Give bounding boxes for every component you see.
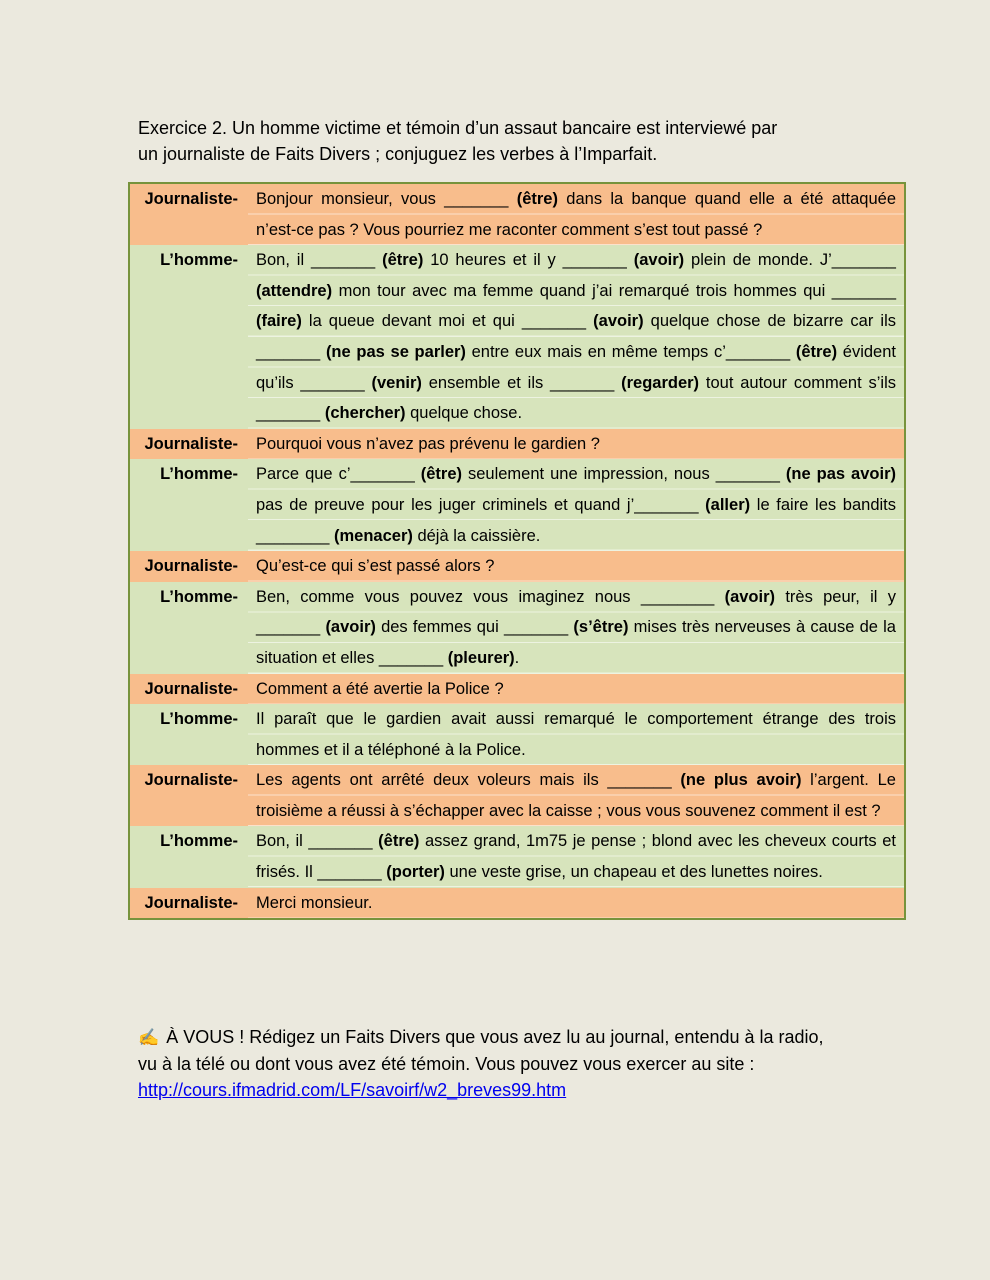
dialogue-text	[248, 551, 904, 582]
text-segment: l’argent. Le troisième a réussi à s’échapper avec la caisse ; vous vous souvenez comment il est ?	[256, 771, 896, 820]
dialogue-row-man	[130, 459, 904, 551]
verb-hint: (avoir)	[633, 251, 685, 270]
dialogue-row-journalist	[130, 888, 904, 919]
text-segment: entre eux mais en même temps c’_______	[465, 342, 796, 361]
text-segment: mon tour avec ma femme quand j’ai remarqué trois hommes qui _______	[332, 281, 896, 300]
text-segment: plein de monde. J’_______	[684, 251, 896, 270]
text-segment: assez grand, 1m75 je pense ; blond avec les cheveux courts et frisés. Il _______	[256, 832, 896, 882]
text-segment: la queue devant moi et qui _______	[301, 312, 594, 331]
dialogue-row-man	[130, 245, 904, 429]
verb-hint: (être)	[420, 465, 462, 484]
instructions-line-1: Exercice 2. Un homme victime et témoin d’un assaut bancaire est interviewé par	[138, 118, 778, 138]
text-segment: déjà la caissière.	[412, 526, 541, 545]
text-segment: Qu’est-ce qui s’est passé alors ?	[256, 557, 495, 576]
dialogue-row-man	[130, 826, 904, 887]
text-segment: Bon, il _______	[256, 251, 383, 270]
text-segment: .	[514, 648, 520, 667]
text-segment: très peur, il y _______	[256, 587, 896, 637]
instructions-line-2: un journaliste de Faits Divers ; conjuguez les verbes à l’Imparfait.	[138, 144, 658, 164]
dialogue-row-journalist	[130, 765, 904, 826]
dialogue-row-journalist	[130, 429, 904, 460]
verb-hint: (avoir)	[724, 587, 776, 606]
dialogue-table	[128, 182, 906, 920]
dialogue-text	[248, 429, 904, 460]
text-segment: quelque chose.	[405, 404, 523, 423]
verb-hint: (être)	[516, 190, 558, 208]
text-segment: évident qu’ils _______	[256, 342, 896, 392]
verb-hint: (aller)	[705, 495, 751, 514]
text-segment: ensemble et ils _______	[421, 373, 622, 392]
verb-hint: (ne pas se parler)	[325, 342, 466, 361]
verb-hint: (attendre)	[256, 281, 333, 300]
speaker-label: L’homme-	[160, 710, 238, 729]
text-segment: Ben, comme vous pouvez vous imaginez nous ________	[256, 587, 725, 606]
verb-hint: (être)	[382, 251, 424, 270]
a-vous-section	[138, 1024, 838, 1103]
verb-hint: (menacer)	[334, 526, 413, 545]
text-segment: des femmes qui _______	[375, 618, 574, 637]
text-segment: Les agents ont arrêté deux voleurs mais ils _______	[256, 771, 681, 790]
verb-hint: (être)	[378, 832, 420, 851]
speaker-label: L’homme-	[160, 251, 238, 270]
verb-hint: (porter)	[386, 863, 445, 882]
verb-hint: (faire)	[256, 312, 302, 331]
speaker-label: Journaliste-	[144, 557, 238, 576]
text-segment: Merci monsieur.	[256, 893, 373, 912]
verb-hint: (être)	[795, 342, 838, 361]
a-vous-text: À VOUS ! Rédigez un Faits Divers que vous avez lu au journal, entendu à la radio, vu à la télé ou dont vous avez été témoin. Vous pouvez vous exercer au site :	[138, 1027, 824, 1074]
exercise-site-link[interactable]: http://cours.ifmadrid.com/LF/savoirf/w2_breves99.htm	[138, 1080, 567, 1100]
speaker-label: Journaliste-	[144, 679, 238, 698]
text-segment: le faire les bandits ________	[256, 495, 897, 545]
text-segment: Comment a été avertie la Police ?	[256, 679, 504, 698]
verb-hint: (regarder)	[621, 373, 700, 392]
text-segment: Bonjour monsieur, vous _______	[256, 190, 517, 208]
text-segment: 10 heures et il y _______	[423, 251, 634, 270]
verb-hint: (ne plus avoir)	[680, 771, 802, 790]
verb-hint: (pleurer)	[447, 648, 515, 667]
text-segment: dans la banque quand elle a été attaquée n’est-ce pas ? Vous pourriez me raconter comment s’est tout passé ?	[256, 190, 896, 239]
dialogue-text	[248, 765, 904, 826]
dialogue-text	[248, 582, 904, 674]
text-segment: tout autour comment s’ils _______	[256, 373, 896, 423]
dialogue-text	[248, 704, 904, 765]
exercise-instructions	[138, 115, 858, 167]
verb-hint: (ne pas avoir)	[785, 465, 896, 484]
text-segment: quelque chose de bizarre car ils _______	[256, 312, 896, 361]
speaker-label: Journaliste-	[144, 434, 238, 453]
speaker-label: Journaliste-	[144, 893, 238, 912]
verb-hint: (s’être)	[573, 618, 629, 637]
text-segment: pas de preuve pour les juger criminels et quand j’_______	[256, 495, 706, 514]
dialogue-text	[248, 184, 904, 245]
dialogue-row-man	[130, 582, 904, 674]
dialogue-text	[248, 674, 904, 705]
speaker-label: L’homme-	[160, 465, 238, 484]
text-segment: Il paraît que le gardien avait aussi remarqué le comportement étrange des trois hommes et il a téléphoné à la Police.	[256, 710, 896, 759]
dialogue-text	[248, 888, 904, 919]
writing-hand-icon: ✍	[138, 1028, 160, 1047]
text-segment: une veste grise, un chapeau et des lunettes noires.	[444, 863, 823, 882]
text-segment: Parce que c’_______	[256, 465, 421, 484]
text-segment: seulement une impression, nous _______	[462, 465, 786, 484]
verb-hint: (venir)	[371, 373, 422, 392]
dialogue-text	[248, 245, 904, 429]
verb-hint: (avoir)	[593, 312, 644, 331]
dialogue-row-journalist	[130, 551, 904, 582]
dialogue-text	[248, 459, 904, 551]
dialogue-row-journalist	[130, 184, 904, 245]
verb-hint: (chercher)	[324, 404, 406, 423]
speaker-label: Journaliste-	[144, 771, 238, 790]
dialogue-row-man	[130, 704, 904, 765]
verb-hint: (avoir)	[325, 618, 376, 637]
dialogue-row-journalist	[130, 674, 904, 705]
speaker-label: L’homme-	[160, 832, 238, 851]
text-segment: mises très nerveuses à cause de la situation et elles _______	[256, 618, 896, 667]
dialogue-text	[248, 826, 904, 887]
speaker-label: Journaliste-	[144, 190, 238, 208]
text-segment: Bon, il _______	[256, 832, 379, 851]
speaker-label: L’homme-	[160, 587, 238, 606]
text-segment: Pourquoi vous n’avez pas prévenu le gardien ?	[256, 434, 600, 453]
